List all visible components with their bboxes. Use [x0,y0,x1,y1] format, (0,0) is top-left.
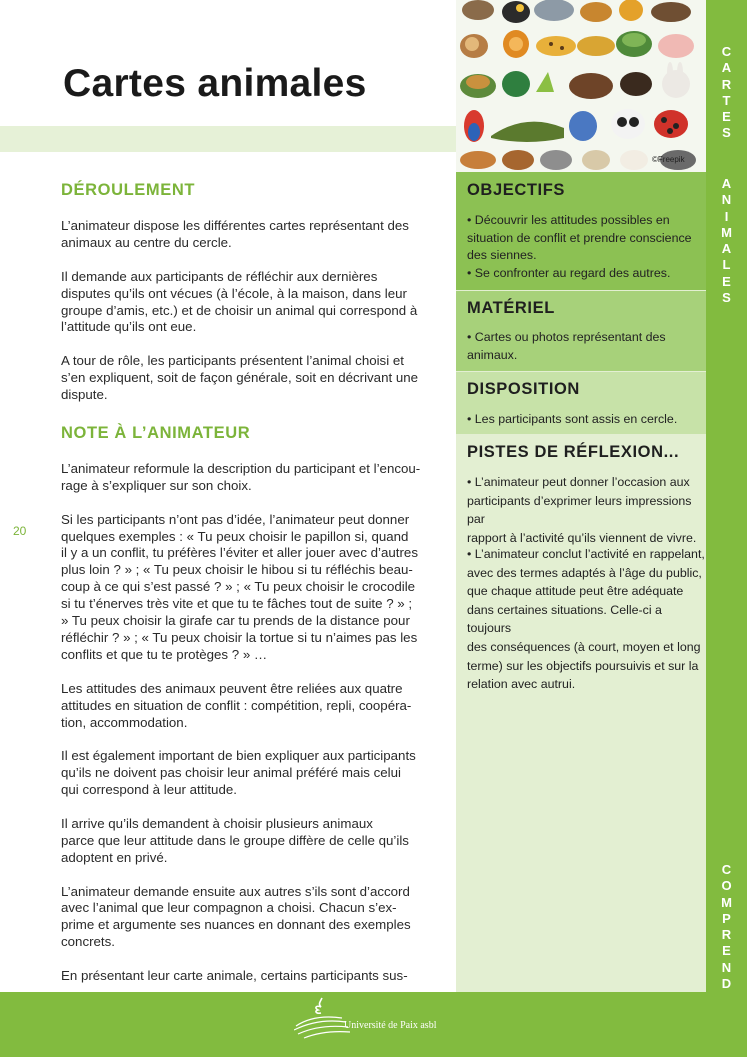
pillar-letter: D [721,976,732,992]
text-line: quelques exemples : « Tu peux choisir le papillon si, quand [61,528,409,544]
text-line: attitudes en situation de conflit : compétition, repli, coopéra- [61,697,412,713]
deroulement-heading: DÉROULEMENT [61,181,196,199]
objectifs-line: • Se confronter au regard des autres. [467,265,671,280]
pistes-line: • L’animateur peut donner l’occasion aux [467,475,690,489]
paragraph [61,816,437,867]
pillar-letter: S [722,290,731,306]
paragraph [61,218,437,252]
text-line: il y a un conflit, tu préfères l’éviter et aller jouer avec d’autres [61,545,418,561]
text-line: En présentant leur carte animale, certains participants sus- [61,968,408,984]
disposition-body [467,411,677,429]
paragraph [61,968,437,985]
text-line: Si les participants n’ont pas d’idée, l’animateur peut donner [61,511,410,527]
text-line: parce que leur attitude dans le groupe diffère de celle qu’ils [61,832,409,848]
paragraph [61,512,437,664]
pillar-letter: E [722,273,731,289]
left-column [61,181,437,985]
materiel-box [456,291,706,371]
pistes-line: avec des termes adaptés à l’âge du public, [467,565,702,580]
objectifs-line: des siennes. [467,248,537,262]
pistes-line: • L’animateur conclut l’activité en rappelant, [467,547,705,561]
pillar-letter: A [721,176,732,191]
pillar-letter: A [721,241,732,257]
page-number: 20 [13,524,27,538]
materiel-heading: MATÉRIEL [467,299,555,317]
pillar-letter: I [724,208,729,224]
text-line: dispute. [61,387,108,403]
note-heading: NOTE À L’ANIMATEUR [61,423,251,442]
paragraph [61,269,437,337]
objectifs-line: situation de conflit et prendre conscience [467,230,692,245]
disposition-heading: DISPOSITION [467,380,580,398]
side-pillar [706,0,747,1057]
pistes-box [456,435,706,735]
deroulement-body [61,218,437,404]
image-credit: ©Freepik [652,155,685,164]
title-underband [0,126,456,152]
text-line: si tu t’énerves très vite et que tu te fâches tout de suite ? » ; [61,596,413,612]
text-line: disputes qu’ils ont vécues (à l’école, à la maison, dans leur [61,285,407,301]
pillar-letter: L [722,257,731,273]
text-line: prime et argumente ses nuances en donnant des exemples [61,917,411,933]
pistes-line: relation avec autrui. [467,677,576,692]
pistes-line: que chaque attitude peut être adéquate [467,584,684,599]
text-line: Il arrive qu’ils demandent à choisir plusieurs animaux [61,815,373,831]
footer-logo-text: Université de Paix asbl [344,1020,437,1031]
pillar-letter: N [721,192,732,208]
pillar-letter: M [721,894,732,910]
pillar-letter: C [721,862,732,877]
pistes-body-1 [467,473,706,547]
paragraph [61,884,437,952]
paragraph [61,681,437,732]
text-line: » Tu peux choisir la girafe car tu prends de la distance pour [61,613,410,629]
text-line: rage à s’expliquer sur son choix. [61,477,252,493]
paragraph [61,748,437,799]
pillar-letter: T [722,92,731,108]
pillar-letter: E [722,109,731,125]
pillar-letter: O [721,878,732,894]
pillar-letter: S [722,125,731,141]
pistes-body-2 [467,545,706,694]
pistes-line: terme) sur les objectifs poursuivis et sur la [467,658,699,673]
text-line: L’animateur reformule la description du participant et l’encou- [61,460,421,476]
text-line: plus loin ? » ; « Tu peux choisir le hibou si tu réfléchis beau- [61,562,413,578]
paragraph [61,353,437,404]
pillar-word-animales [706,176,747,306]
objectifs-heading: OBJECTIFS [467,181,565,199]
pillar-letter: R [721,927,732,943]
text-line: adoptent en privé. [61,849,168,865]
text-line: concrets. [61,934,115,950]
animals-illustration-svg [456,0,706,172]
footer-logo [294,996,459,1042]
text-line: qui correspond à leur attitude. [61,782,237,798]
text-line: coup à ce qui s’est passé ? » ; « Tu peux choisir le crocodile [61,579,416,595]
note-body [61,461,437,985]
pistes-line: rapport à l’activité qu’ils viennent de vivre. [467,530,697,545]
pillar-letter: R [721,76,732,92]
pillar-letter: M [721,224,732,240]
materiel-line: animaux. [467,347,518,362]
objectifs-line: • Découvrir les attitudes possibles en [467,213,670,227]
text-line: L’animateur demande ensuite aux autres s’ils sont d’accord [61,883,410,899]
text-line: Il demande aux participants de réfléchir aux dernières [61,268,378,284]
text-line: tion, accommodation. [61,714,188,730]
materiel-line: • Cartes ou photos représentant des [467,330,666,344]
paragraph [61,461,437,495]
pistes-line: des conséquences (à court, moyen et long [467,639,701,654]
text-line: Il est également important de bien expliquer aux participants [61,748,416,764]
pillar-word-cartes [706,44,747,142]
text-line: Les attitudes des animaux peuvent être reliées aux quatre [61,680,403,696]
text-line: L’animateur dispose les différentes cartes représentant des [61,218,409,233]
text-line: conflits et que tu te protèges ? » … [61,646,268,662]
page-title: Cartes animales [63,62,367,105]
pillar-letter: A [721,60,732,76]
text-line: s’en expliquent, soit de façon générale, soit en décrivant une [61,370,419,386]
disposition-line: • Les participants sont assis en cercle. [467,412,678,426]
disposition-box [456,372,706,434]
pillar-letter: E [722,943,731,959]
text-line: qu’ils ne doivent pas choisir leur animal préféré mais celui [61,765,401,781]
pillar-letter: N [721,959,732,975]
text-line: l’attitude qu’ils ont eue. [61,319,197,335]
text-line: réfléchir ? » ; « Tu peux choisir la tortue si tu n’aimes pas les [61,629,418,645]
pistes-heading: PISTES DE RÉFLEXION... [467,443,680,461]
text-line: animaux au centre du cercle. [61,234,232,250]
pillar-letter: P [722,910,731,926]
pistes-line: participants d’exprimer leurs impressions par [467,493,692,527]
pistes-line: dans certaines situations. Celle-ci a toujours [467,602,662,636]
dove-logo-icon [294,996,459,1042]
text-line: avec l’animal que leur compagnon a choisi. Chacun s’ex- [61,900,397,916]
text-line: groupe d’amis, etc.) et de choisir un animal qui correspond à [61,302,418,318]
objectifs-box [456,172,706,290]
materiel-body [467,329,666,364]
text-line: A tour de rôle, les participants présentent l’animal choisi et [61,353,404,369]
pillar-letter: C [721,44,732,59]
objectifs-body [467,212,692,282]
animals-illustration [456,0,706,172]
